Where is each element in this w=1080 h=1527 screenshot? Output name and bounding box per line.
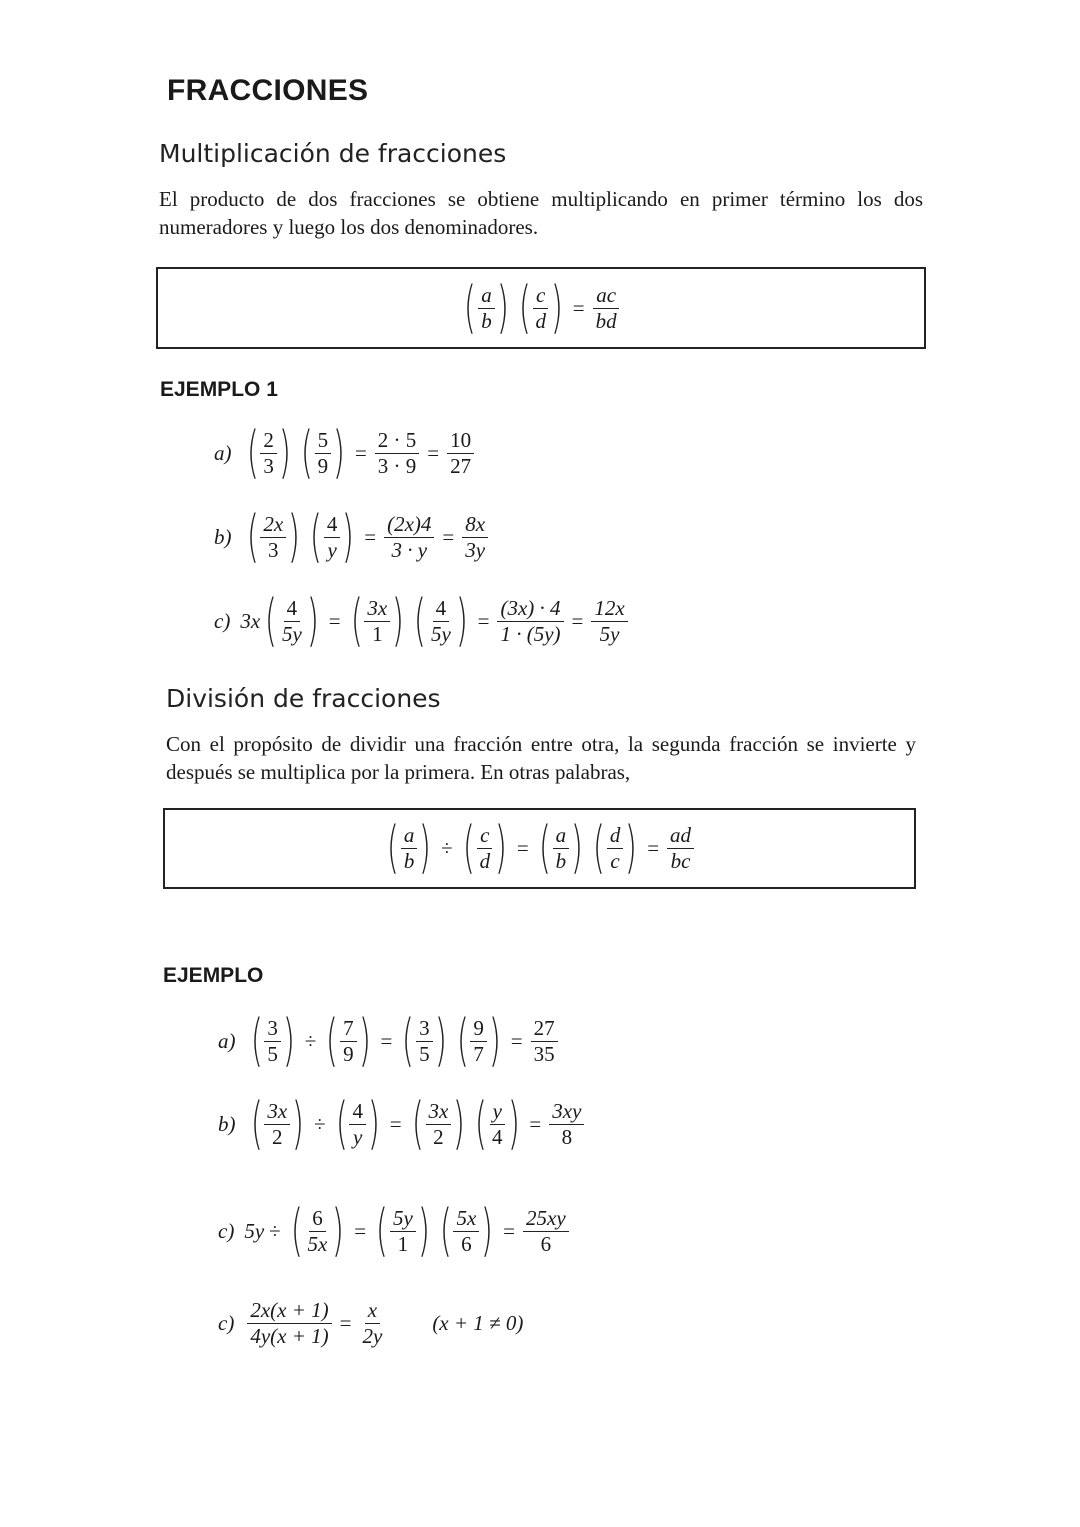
condition: (x + 1 ≠ 0) xyxy=(432,1311,524,1335)
example1-heading: EJEMPLO 1 xyxy=(160,378,278,401)
example2-a: a) ( $\frac{3}{5}$ ) ÷ ( $\frac{7}{9}$ ) = ( $\frac{3}{5}$ ) ( $\frac{9}{7}$ ) = $\frac{27}{35}$ xyxy=(218,1016,561,1067)
example1-b: b) ( $\frac{2x}{3}$ ) ( $\frac{4}{y}$ ) = $\frac{(2x)4}{3 \cdot y}$ = $\frac{8x}{3y}$ xyxy=(214,512,491,563)
example2-b: b) ( $\frac{3x}{2}$ ) ÷ ( $\frac{4}{y}$ ) = ( $\frac{3x}{2}$ ) ( $\frac{y}{4}$ ) = $\frac{3xy}{8}$ xyxy=(218,1099,587,1150)
example2-c: c) 5y ÷ ( $\frac{6}{5x}$ ) = ( $\frac{5y}{1}$ ) ( $\frac{5x}{6}$ ) = $\frac{25xy}{6}$ xyxy=(218,1206,572,1257)
multiplication-text: El producto de dos fracciones se obtiene multiplicando en primer término los dos numeradores y luego los dos denominadores. xyxy=(159,187,923,239)
division-text: Con el propósito de dividir una fracción entre otra, la segunda fracción se invierte y después se multiplica por la primera. En otras palabras, xyxy=(166,732,916,784)
multiplication-formula-box xyxy=(156,267,926,349)
multiplication-heading: Multiplicación de fracciones xyxy=(159,139,507,168)
division-formula: ( $\frac{a}{b}$ ) ÷ ( $\frac{c}{d}$ ) = ( $\frac{a}{b}$ ) ( $\frac{d}{c}$ ) = $\frac{ad}{bc}$ xyxy=(382,823,697,874)
example1-a: a) ( $\frac{2}{3}$ ) ( $\frac{5}{9}$ ) = $\frac{2 \cdot 5}{3 \cdot 9}$ = $\frac{10}{27}$ xyxy=(214,428,477,479)
division-formula-box xyxy=(163,808,916,889)
example2-heading: EJEMPLO xyxy=(163,964,264,987)
multiplication-formula: ( $\frac{a}{b}$ ) ( $\frac{c}{d}$ ) = $\frac{ac}{bd}$ xyxy=(459,283,622,334)
division-heading: División de fracciones xyxy=(166,684,441,713)
example2-d: c) $\frac{2x(x + 1)}{4y(x + 1)}$ = $\frac{x}{2y}$ (x + 1 ≠ 0) xyxy=(218,1298,524,1348)
page-title: FRACCIONES xyxy=(167,74,369,107)
example1-c: c) 3x ( $\frac{4}{5y}$ ) = ( $\frac{3x}{1}$ ) ( $\frac{4}{5y}$ ) = $\frac{(3x) \cdot 4}{1 \cdot (5y)}$ = $\frac{12x}{5y}$ xyxy=(214,596,631,647)
